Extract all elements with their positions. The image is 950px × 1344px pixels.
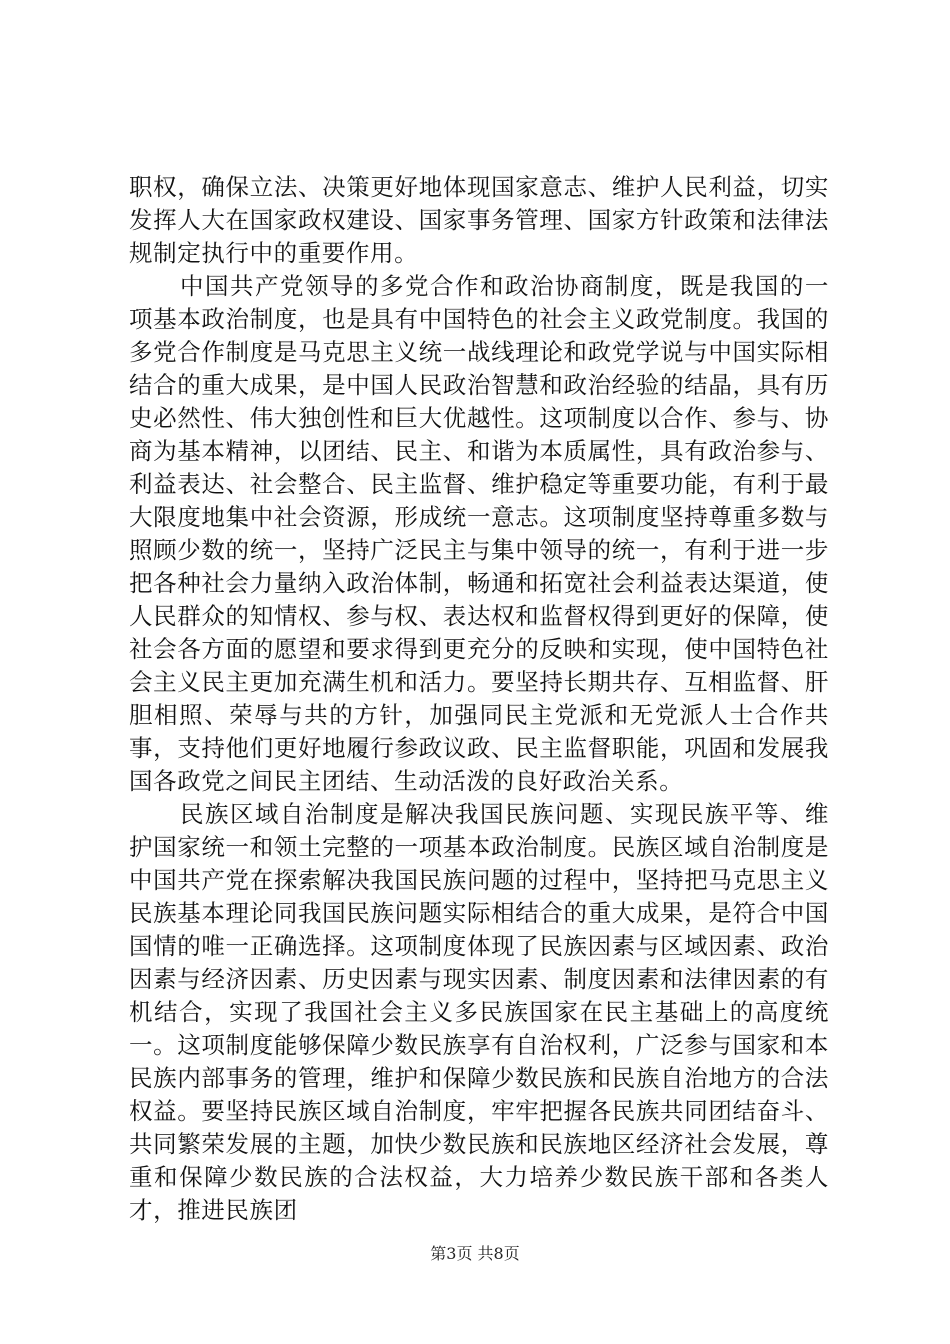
paragraph-regional-ethnic-autonomy: 民族区域自治制度是解决我国民族问题、实现民族平等、维护国家统一和领土完整的一项基本政治制度。民族区域自治制度是中国共产党在探索解决我国民族问题的过程中，坚持把马克思主义民族基本理论同我国民族问题实际相结合的重大成果，是符合中国国情的唯一正确选择。这项制度体现了民族因素与区域因素、政治因素与经济因素、历史因素与现实因素、制度因素和法律因素的有机结合，实现了我国社会主义多民族国家在民主基础上的高度统一。这项制度能够保障少数民族享有自治权利，广泛参与国家和本民族内部事务的管理，维护和保障少数民族和民族自治地方的合法权益。要坚持民族区域自治制度，牢牢把握各民族共同团结奋斗、共同繁荣发展的主题，加快少数民族和民族地区经济社会发展，尊重和保障少数民族的合法权益，大力培养少数民族干部和各类人才，推进民族团 (129, 800, 829, 1224)
paragraph-continuation: 职权，确保立法、决策更好地体现国家意志、维护人民利益，切实发挥人大在国家政权建设、国家事务管理、国家方针政策和法律法规制定执行中的重要作用。 (129, 173, 829, 267)
paragraph-multiparty-cooperation: 中国共产党领导的多党合作和政治协商制度，既是我国的一项基本政治制度，也是具有中国特色的社会主义政党制度。我国的多党合作制度是马克思主义统一战线理论和政党学说与中国实际相结合的重大成果，是中国人民政治智慧和政治经验的结晶，具有历史必然性、伟大独创性和巨大优越性。这项制度以合作、参与、协商为基本精神，以团结、民主、和谐为本质属性，具有政治参与、利益表达、社会整合、民主监督、维护稳定等重要功能，有利于最大限度地集中社会资源，形成统一意志。这项制度坚持尊重多数与照顾少数的统一，坚持广泛民主与集中领导的统一，有利于进一步把各种社会力量纳入政治体制，畅通和拓宽社会利益表达渠道，使人民群众的知情权、参与权、表达权和监督权得到更好的保障，使社会各方面的愿望和要求得到更充分的反映和实现，使中国特色社会主义民主更加充满生机和活力。要坚持长期共存、互相监督、肝胆相照、荣辱与共的方针，加强同民主党派和无党派人士合作共事，支持他们更好地履行参政议政、民主监督职能，巩固和发展我国各政党之间民主团结、生动活泼的良好政治关系。 (129, 272, 829, 795)
page-footer: 第3页 共8页 (430, 1244, 520, 1263)
document-body (129, 171, 829, 1227)
